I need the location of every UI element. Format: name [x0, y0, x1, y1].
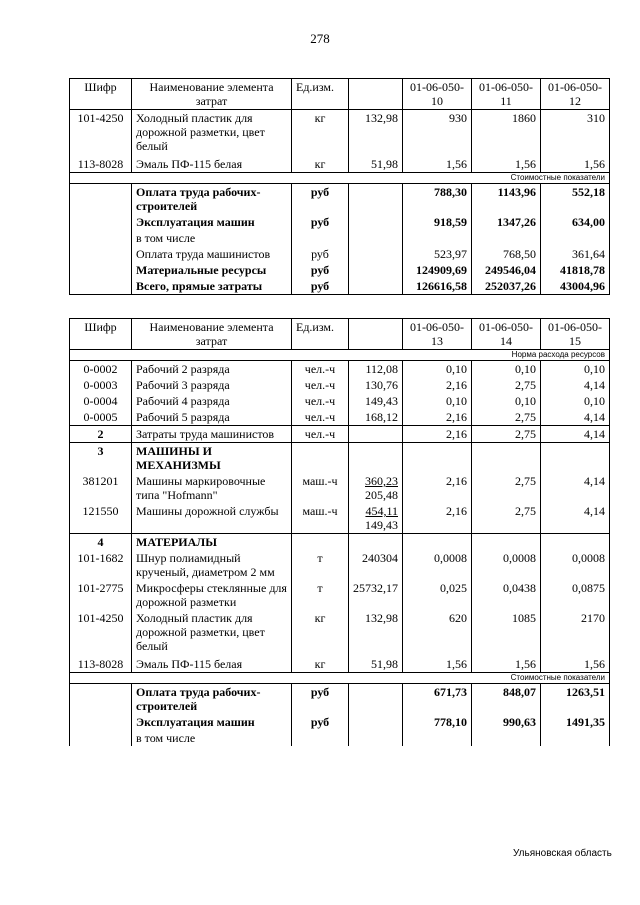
section-header-row	[70, 534, 610, 551]
rate-value: 0,0438	[472, 580, 541, 610]
table-row	[70, 426, 610, 443]
resource-code: 121550	[70, 503, 132, 534]
rate-value: 1085	[472, 610, 541, 656]
section-number: 4	[70, 534, 132, 551]
cost-value: 918,59	[403, 214, 472, 230]
resource-price: 25732,17	[349, 580, 403, 610]
rate-value: 2,75	[472, 503, 541, 534]
rate-value: 1860	[472, 110, 541, 156]
cost-unit: руб	[292, 246, 349, 262]
cost-value: 768,50	[472, 246, 541, 262]
cost-value: 361,64	[541, 246, 610, 262]
rate-value: 2,16	[403, 409, 472, 426]
resource-price: 240304	[349, 550, 403, 580]
table-row	[70, 110, 610, 156]
resource-code: 381201	[70, 473, 132, 503]
resource-code: 101-4250	[70, 110, 132, 156]
resource-name: Холодный пластик для дорожной разметки, цвет белый	[132, 110, 292, 156]
resource-price: 454,11	[365, 504, 398, 518]
cost-value: 990,63	[472, 714, 541, 730]
cost-value: 126616,58	[403, 278, 472, 295]
rate-value: 1,56	[541, 656, 610, 673]
col-header-name: Наименование элемента затрат	[132, 79, 292, 110]
rate-value: 0,10	[403, 393, 472, 409]
cost-name: Оплата труда машинистов	[132, 246, 292, 262]
resource-price: 168,12	[349, 409, 403, 426]
section-title: МАТЕРИАЛЫ	[132, 534, 292, 551]
resource-code: 101-4250	[70, 610, 132, 656]
rate-value: 0,10	[541, 393, 610, 409]
resource-name: Машины дорожной службы	[132, 503, 292, 534]
cost-row	[70, 730, 610, 746]
table-row	[70, 156, 610, 173]
rate-value: 310	[541, 110, 610, 156]
section-note: Норма расхода ресурсов	[70, 350, 610, 361]
table-header-row	[70, 79, 610, 110]
resource-name: Эмаль ПФ-115 белая	[132, 656, 292, 673]
resource-unit: кг	[292, 156, 349, 173]
section-note-row	[70, 172, 610, 183]
rate-value: 620	[403, 610, 472, 656]
rate-value: 1,56	[403, 156, 472, 173]
resource-unit: чел.-ч	[292, 377, 349, 393]
table-row	[70, 409, 610, 426]
section-title: МАШИНЫ И МЕХАНИЗМЫ	[132, 443, 292, 474]
cost-name: Оплата труда рабочих-строителей	[132, 684, 292, 715]
rate-value: 2,75	[472, 409, 541, 426]
cost-row	[70, 183, 610, 214]
resource-name: Шнур полиамидный крученый, диаметром 2 мм	[132, 550, 292, 580]
col-header-rate: 01-06-050-10	[403, 79, 472, 110]
table-row	[70, 393, 610, 409]
col-header-unit: Ед.изм.	[292, 319, 349, 350]
col-header-rate: 01-06-050-15	[541, 319, 610, 350]
resource-unit: кг	[292, 110, 349, 156]
rate-value: 1,56	[403, 656, 472, 673]
rate-value: 0,0008	[472, 550, 541, 580]
cost-row	[70, 214, 610, 230]
cost-value: 523,97	[403, 246, 472, 262]
table-row	[70, 503, 610, 534]
resource-code: 101-2775	[70, 580, 132, 610]
resource-price: 130,76	[349, 377, 403, 393]
resource-name: Рабочий 2 разряда	[132, 361, 292, 378]
rate-value: 4,14	[541, 377, 610, 393]
table-row	[70, 377, 610, 393]
resource-unit: т	[292, 580, 349, 610]
resource-unit: чел.-ч	[292, 393, 349, 409]
resource-price: 51,98	[349, 656, 403, 673]
col-header-unit: Ед.изм.	[292, 79, 349, 110]
cost-row	[70, 230, 610, 246]
col-header-code: Шифр	[70, 79, 132, 110]
section-note: Стоимостные показатели	[70, 673, 610, 684]
rate-value: 2,75	[472, 473, 541, 503]
cost-name: в том числе	[132, 730, 292, 746]
rate-value: 0,0008	[541, 550, 610, 580]
section-note: Стоимостные показатели	[70, 172, 610, 183]
machinist-wage: 149,43	[365, 518, 398, 532]
rate-value: 0,0875	[541, 580, 610, 610]
cost-row	[70, 246, 610, 262]
resource-unit: т	[292, 550, 349, 580]
resource-name: Рабочий 5 разряда	[132, 409, 292, 426]
cost-value: 1347,26	[472, 214, 541, 230]
section-note-row	[70, 673, 610, 684]
resource-price: 360,23	[365, 474, 398, 488]
rate-value: 2,16	[403, 503, 472, 534]
table-row	[70, 580, 610, 610]
resource-price: 112,08	[349, 361, 403, 378]
region-footer: Ульяновская область	[513, 848, 612, 859]
cost-unit: руб	[292, 183, 349, 214]
cost-unit: руб	[292, 214, 349, 230]
cost-value: 1143,96	[472, 183, 541, 214]
resource-code: 113-8028	[70, 656, 132, 673]
resource-name: Микросферы стеклянные для дорожной разметки	[132, 580, 292, 610]
machinist-wage: 205,48	[365, 488, 398, 502]
rate-value: 2,75	[472, 426, 541, 443]
resource-code: 113-8028	[70, 156, 132, 173]
resource-price: 149,43	[349, 393, 403, 409]
rate-value: 2170	[541, 610, 610, 656]
col-header-name: Наименование элемента затрат	[132, 319, 292, 350]
cost-unit: руб	[292, 278, 349, 295]
resource-code: 0-0004	[70, 393, 132, 409]
rate-value: 4,14	[541, 503, 610, 534]
cost-unit: руб	[292, 714, 349, 730]
resource-unit: маш.-ч	[292, 473, 349, 503]
resource-name: Эмаль ПФ-115 белая	[132, 156, 292, 173]
resource-unit: чел.-ч	[292, 409, 349, 426]
rate-value: 930	[403, 110, 472, 156]
section-note-row	[70, 350, 610, 361]
resource-name: Холодный пластик для дорожной разметки, цвет белый	[132, 610, 292, 656]
table-row	[70, 361, 610, 378]
resource-unit: чел.-ч	[292, 361, 349, 378]
cost-row	[70, 278, 610, 295]
table-row	[70, 656, 610, 673]
resource-code: 0-0005	[70, 409, 132, 426]
section-number: 2	[70, 426, 132, 443]
table-row	[70, 610, 610, 656]
cost-value: 124909,69	[403, 262, 472, 278]
rate-value: 4,14	[541, 426, 610, 443]
cost-value: 671,73	[403, 684, 472, 715]
cost-value: 41818,78	[541, 262, 610, 278]
resource-price: 51,98	[349, 156, 403, 173]
col-header-price	[349, 319, 403, 350]
cost-unit: руб	[292, 684, 349, 715]
rate-value: 1,56	[541, 156, 610, 173]
rate-value: 1,56	[472, 156, 541, 173]
col-header-rate: 01-06-050-11	[472, 79, 541, 110]
rate-value: 4,14	[541, 473, 610, 503]
cost-value: 252037,26	[472, 278, 541, 295]
resource-unit: кг	[292, 610, 349, 656]
rate-value: 2,16	[403, 473, 472, 503]
resource-unit: маш.-ч	[292, 503, 349, 534]
rate-value: 2,16	[403, 377, 472, 393]
cost-name: Эксплуатация машин	[132, 214, 292, 230]
cost-name: Оплата труда рабочих-строителей	[132, 183, 292, 214]
resource-unit: кг	[292, 656, 349, 673]
resource-table-1	[69, 78, 610, 295]
cost-name: Материальные ресурсы	[132, 262, 292, 278]
resource-unit: чел.-ч	[292, 426, 349, 443]
resource-price: 132,98	[349, 110, 403, 156]
col-header-rate: 01-06-050-14	[472, 319, 541, 350]
cost-row	[70, 262, 610, 278]
page-number: 278	[310, 31, 330, 46]
resource-table-2	[69, 318, 610, 746]
table-row	[70, 550, 610, 580]
table-row	[70, 473, 610, 503]
resource-name: Затраты труда машинистов	[132, 426, 292, 443]
rate-value: 4,14	[541, 409, 610, 426]
col-header-rate: 01-06-050-12	[541, 79, 610, 110]
col-header-rate: 01-06-050-13	[403, 319, 472, 350]
cost-row	[70, 684, 610, 715]
rate-value: 0,0008	[403, 550, 472, 580]
cost-value: 552,18	[541, 183, 610, 214]
cost-value: 43004,96	[541, 278, 610, 295]
resource-code: 101-1682	[70, 550, 132, 580]
resource-name: Рабочий 4 разряда	[132, 393, 292, 409]
rate-value: 2,75	[472, 377, 541, 393]
cost-row	[70, 714, 610, 730]
section-header-row	[70, 443, 610, 474]
col-header-code: Шифр	[70, 319, 132, 350]
cost-value: 788,30	[403, 183, 472, 214]
cost-unit: руб	[292, 262, 349, 278]
rate-value: 0,10	[472, 361, 541, 378]
cost-name: в том числе	[132, 230, 292, 246]
resource-code: 0-0003	[70, 377, 132, 393]
cost-name: Эксплуатация машин	[132, 714, 292, 730]
rate-value: 2,16	[403, 426, 472, 443]
rate-value: 0,10	[541, 361, 610, 378]
resource-code: 0-0002	[70, 361, 132, 378]
cost-name: Всего, прямые затраты	[132, 278, 292, 295]
resource-name: Рабочий 3 разряда	[132, 377, 292, 393]
rate-value: 0,10	[472, 393, 541, 409]
rate-value: 0,10	[403, 361, 472, 378]
resource-name: Машины маркировочные типа "Hofmann"	[132, 473, 292, 503]
cost-value: 778,10	[403, 714, 472, 730]
col-header-price	[349, 79, 403, 110]
cost-value: 634,00	[541, 214, 610, 230]
cost-value: 1491,35	[541, 714, 610, 730]
rate-value: 0,025	[403, 580, 472, 610]
resource-price: 132,98	[349, 610, 403, 656]
section-number: 3	[70, 443, 132, 474]
cost-value: 249546,04	[472, 262, 541, 278]
cost-value: 1263,51	[541, 684, 610, 715]
rate-value: 1,56	[472, 656, 541, 673]
cost-value: 848,07	[472, 684, 541, 715]
table-header-row	[70, 319, 610, 350]
